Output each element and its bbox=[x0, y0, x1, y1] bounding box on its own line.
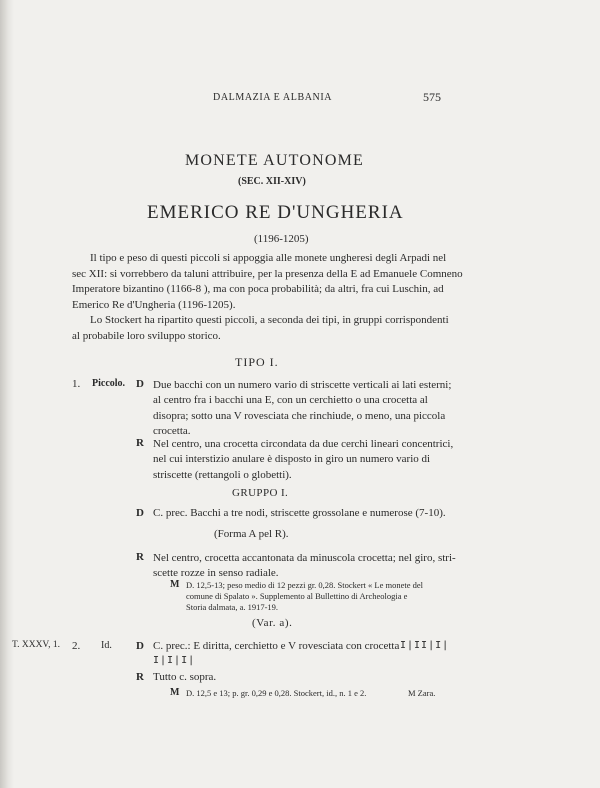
group-reverse-description bbox=[153, 551, 456, 582]
obverse-line: Due bacchi con un numero vario di striscette verticali ai lati esterni; bbox=[153, 379, 452, 391]
type-heading: TIPO I. bbox=[235, 355, 279, 369]
note-line: Storia dalmata, a. 1917-19. bbox=[186, 602, 279, 612]
obverse-mark: D bbox=[136, 640, 144, 652]
group-obverse-text: C. prec. Bacchi a tre nodi, striscette grossolane e numerose (7-10). bbox=[153, 507, 446, 519]
reverse-text: Tutto c. sopra. bbox=[153, 671, 217, 683]
intro2-line: al probabile loro sviluppo storico. bbox=[72, 329, 221, 342]
group-obverse-mark: D bbox=[136, 507, 144, 519]
stroke-pattern: I|I|I| bbox=[153, 655, 196, 666]
section-title: MONETE AUTONOME bbox=[185, 152, 365, 169]
bibliographic-note: D. 12,5 e 13; p. gr. 0,29 e 0,28. Stockert, id., n. 1 e 2. bbox=[186, 688, 367, 698]
main-title: EMERICO RE D'UNGHERIA bbox=[147, 202, 404, 223]
bibliographic-note bbox=[186, 580, 423, 613]
intro-line: Emerico Re d'Ungheria (1196-1205). bbox=[72, 298, 236, 311]
obverse-mark: D bbox=[136, 378, 144, 390]
note-line: comune di Spalato ». Supplemento al Bullettino di Archeologia e bbox=[186, 591, 408, 601]
group-reverse-line: Nel centro, crocetta accantonata da minuscola crocetta; nel giro, stri- bbox=[153, 552, 456, 564]
reverse-line: Nel centro, una crocetta circondata da due cerchi lineari concentrici, bbox=[153, 438, 454, 450]
intro-paragraph-2 bbox=[72, 313, 449, 344]
running-head: DALMAZIA E ALBANIA bbox=[213, 92, 333, 103]
group-reverse-line: scette rozze in senso radiale. bbox=[153, 567, 279, 580]
page-spine-shadow bbox=[0, 0, 14, 788]
form-heading: (Forma A pel R). bbox=[214, 528, 289, 540]
group-reverse-mark: R bbox=[136, 551, 144, 563]
reverse-mark: R bbox=[136, 671, 144, 683]
intro-paragraph bbox=[72, 251, 463, 313]
entry-denomination: Id. bbox=[101, 640, 112, 651]
entry-denomination: Piccolo. bbox=[92, 378, 126, 389]
reverse-description bbox=[153, 437, 453, 483]
variant-heading: (Var. a). bbox=[252, 617, 293, 629]
plate-reference: T. XXXV, 1. bbox=[12, 640, 60, 650]
note-mark: M bbox=[170, 579, 180, 590]
entry-number: 2. bbox=[72, 640, 81, 652]
obverse-text: C. prec.: E diritta, cerchietto e V rovesciata con crocetta bbox=[153, 640, 400, 652]
page-number: 575 bbox=[423, 90, 441, 104]
reverse-line: nel cui interstizio anulare è disposto in giro un numero vario di bbox=[153, 453, 431, 466]
obverse-line: disopra; sotto una V rovesciata che rinchiude, o meno, una piccola bbox=[153, 409, 446, 422]
note-mark: M bbox=[170, 687, 180, 698]
intro-line: sec XII: si vorrebbero da taluni attribuire, per la presenza della E ad Emanuele Comneno bbox=[72, 267, 463, 280]
obverse-line: crocetta. bbox=[153, 424, 191, 437]
reverse-line: striscette (rettangoli o globetti). bbox=[153, 468, 292, 481]
main-title-dates: (1196-1205) bbox=[254, 233, 309, 245]
obverse-description bbox=[153, 378, 451, 439]
section-subtitle: (SEC. XII-XIV) bbox=[238, 176, 306, 187]
obverse-line: al centro fra i bacchi una E, con un cerchietto o una crocetta al bbox=[153, 394, 428, 407]
intro-line: Il tipo e peso di questi piccoli si appoggia alle monete ungheresi degli Arpadi nel bbox=[90, 252, 447, 264]
group-heading: GRUPPO I. bbox=[232, 487, 289, 499]
intro-line: Imperatore bizantino (1166-8 ), ma con poca probabilità; da altri, fra cui Luschin, ad bbox=[72, 283, 444, 295]
entry-number: 1. bbox=[72, 378, 81, 390]
collection-location: M Zara. bbox=[408, 688, 436, 698]
stroke-pattern: I|II|I| bbox=[400, 640, 450, 651]
intro2-line: Lo Stockert ha ripartito questi piccoli, a seconda dei tipi, in gruppi corrispondenti bbox=[90, 314, 449, 326]
reverse-mark: R bbox=[136, 437, 144, 449]
note-line: D. 12,5-13; peso medio di 12 pezzi gr. 0,28. Stockert « Le monete del bbox=[186, 580, 424, 590]
